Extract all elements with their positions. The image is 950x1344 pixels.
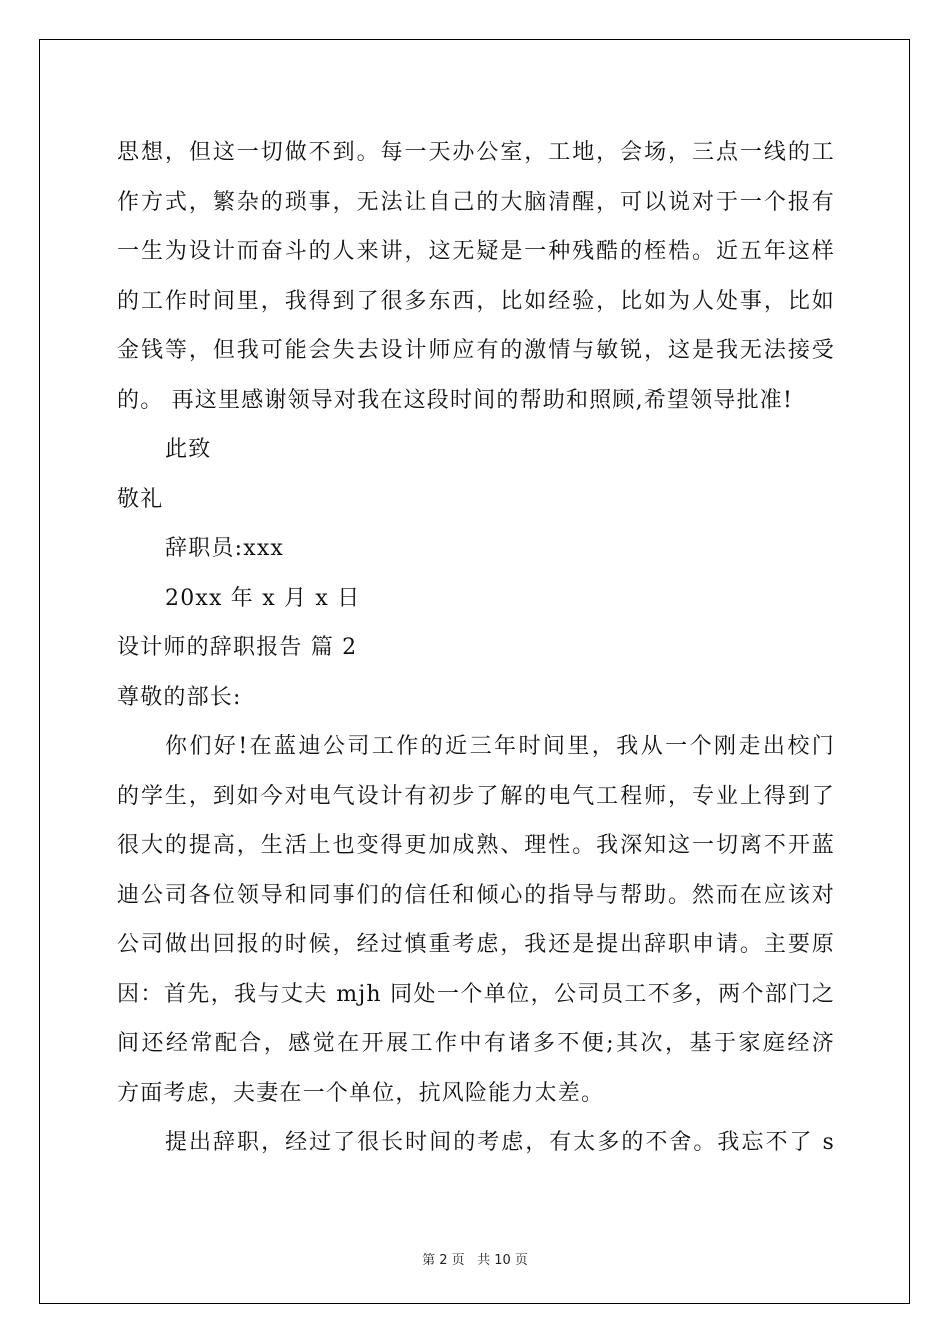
closing-respect: 敬礼	[117, 486, 164, 512]
text-line: 公司做出回报的时候，经过慎重考虑，我还是提出辞职申请。主要原	[117, 932, 835, 957]
text-line: 迪公司各位领导和同事们的信任和倾心的指导与帮助。然而在应该对	[117, 882, 835, 908]
signature-line: 辞职员:xxx	[165, 536, 285, 561]
text-line: 很大的提高，生活上也变得更加成熟、理性。我深知这一切离不开蓝	[117, 833, 835, 858]
document-body	[117, 128, 835, 1168]
closing-salutation: 此致	[165, 437, 212, 462]
page-footer	[0, 1249, 950, 1268]
text-line: 的工作时间里，我得到了很多东西，比如经验，比如为人处事，比如	[117, 288, 835, 314]
greeting-line: 尊敬的部长:	[117, 684, 242, 710]
text-line: 方面考虑，夫妻在一个单位，抗风险能力太差。	[117, 1080, 605, 1106]
text-line: 提出辞职，经过了很长时间的考虑，有太多的不舍。我忘不了 s	[165, 1130, 835, 1155]
text-line: 一生为设计而奋斗的人来讲，这无疑是一种残酷的桎梏。近五年这样	[117, 239, 835, 264]
date-line: 20xx 年 x 月 x 日	[165, 585, 361, 611]
text-line: 作方式，繁杂的琐事，无法让自己的大脑清醒，可以说对于一个报有	[117, 189, 835, 215]
text-line: 的。 再这里感谢领导对我在这段时间的帮助和照顾,希望领导批准!	[117, 387, 794, 413]
page-total: 共 10 页	[477, 1253, 528, 1268]
text-line: 思想，但这一切做不到。每一天办公室，工地，会场，三点一线的工	[117, 140, 835, 165]
section-heading: 设计师的辞职报告 篇 2	[117, 635, 358, 660]
text-line: 的学生，到如今对电气设计有初步了解的电气工程师，专业上得到了	[117, 783, 835, 809]
text-line: 间还经常配合，感觉在开展工作中有诸多不便;其次，基于家庭经济	[117, 1031, 835, 1056]
page-number: 第 2 页	[422, 1253, 465, 1268]
text-line: 你们好!在蓝迪公司工作的近三年时间里，我从一个刚走出校门	[165, 734, 835, 759]
text-line: 金钱等，但我可能会失去设计师应有的激情与敏锐，这是我无法接受	[117, 338, 835, 363]
text-line: 因：首先，我与丈夫 mjh 同处一个单位，公司员工不多，两个部门之	[117, 981, 835, 1007]
